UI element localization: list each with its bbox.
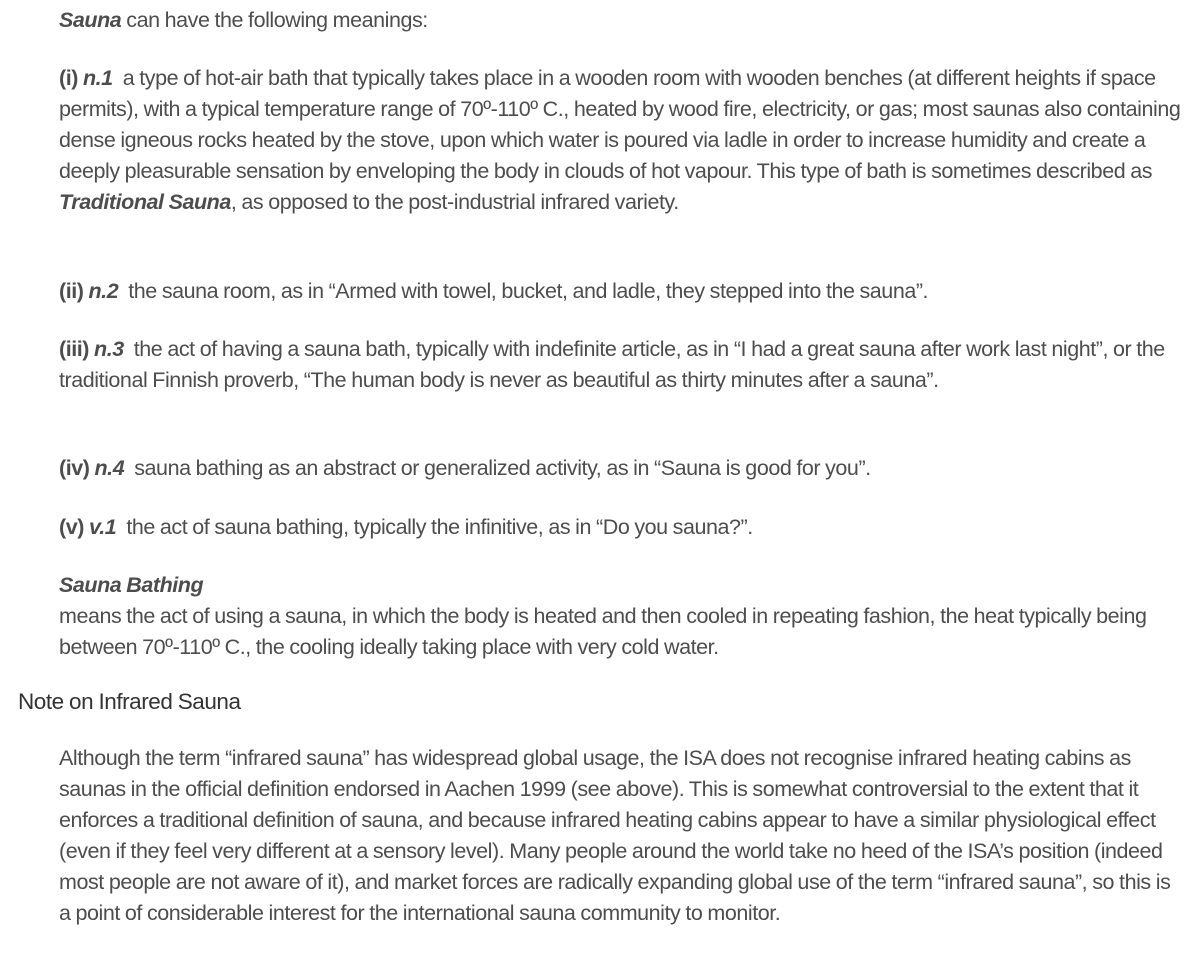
- intro-text: can have the following meanings:: [121, 8, 428, 32]
- meaning-text: the sauna room, as in “Armed with towel, bucket, and ladle, they stepped into the sauna”.: [128, 279, 929, 303]
- meaning-n4: [59, 453, 1183, 484]
- sauna-bathing-text: means the act of using a sauna, in which the body is heated and then cooled in repeating fashion, the heat typically being between 70º-110º C., the cooling ideally taking place with very cold water.: [59, 604, 1147, 659]
- meaning-text-end: , as opposed to the post-industrial infrared variety.: [230, 190, 679, 214]
- meaning-text: sauna bathing as an abstract or generalized activity, as in “Sauna is good for you”.: [134, 456, 871, 480]
- meaning-text: a type of hot-air bath that typically takes place in a wooden room with wooden benches (at different heights if space permits), with a typical temperature range of 70º-110º C., heated by wood fire, electricity, or gas; most saunas also containing dense igneous rocks heated by the stove, upon which water is poured via ladle in order to increase humidity and create a deeply pleasurable sensation by enveloping the body in clouds of hot vapour. This type of bath is sometimes described as: [59, 66, 1181, 183]
- note-heading: Note on Infrared Sauna: [18, 689, 241, 714]
- meaning-v1: [59, 512, 1183, 543]
- intro-paragraph: [59, 5, 1183, 36]
- meaning-numeral: (i): [59, 66, 83, 90]
- meaning-n1: [59, 63, 1183, 218]
- part-of-speech: v.1: [88, 515, 117, 539]
- part-of-speech: n.4: [94, 456, 125, 480]
- sauna-bathing-paragraph: [59, 570, 1183, 663]
- sauna-bathing-term: Sauna Bathing: [59, 573, 204, 597]
- traditional-sauna-term: Traditional Sauna: [59, 190, 231, 214]
- part-of-speech: n.3: [94, 337, 124, 361]
- meaning-numeral: (iv): [59, 456, 95, 480]
- sauna-term: Sauna: [59, 8, 122, 32]
- meaning-numeral: (v): [59, 515, 89, 539]
- meaning-n3: [59, 334, 1183, 396]
- note-paragraph: Although the term “infrared sauna” has widespread global usage, the ISA does not recognise infrared heating cabins as saunas in the official definition endorsed in Aachen 1999 (see above). This is somewhat controversial to the extent that it enforces a traditional definition of sauna, and because infrared heating cabins appear to have a similar physiological effect (even if they feel very different at a sensory level). Many people around the world take no heed of the ISA’s position (indeed most people are not aware of it), and market forces are radically expanding global use of the term “infrared sauna”, so this is a point of considerable interest for the international sauna community to monitor.: [59, 746, 1171, 925]
- meaning-text: the act of having a sauna bath, typically with indefinite article, as in “I had a great sauna after work last night”, or the traditional Finnish proverb, “The human body is never as beautiful as thirty minutes after a sauna”.: [59, 337, 1165, 392]
- meaning-text: the act of sauna bathing, typically the infinitive, as in “Do you sauna?”.: [126, 515, 753, 539]
- part-of-speech: n.2: [88, 279, 119, 303]
- meaning-numeral: (ii): [59, 279, 89, 303]
- meaning-n2: [59, 276, 1183, 307]
- meaning-numeral: (iii): [59, 337, 95, 361]
- part-of-speech: n.1: [82, 66, 113, 90]
